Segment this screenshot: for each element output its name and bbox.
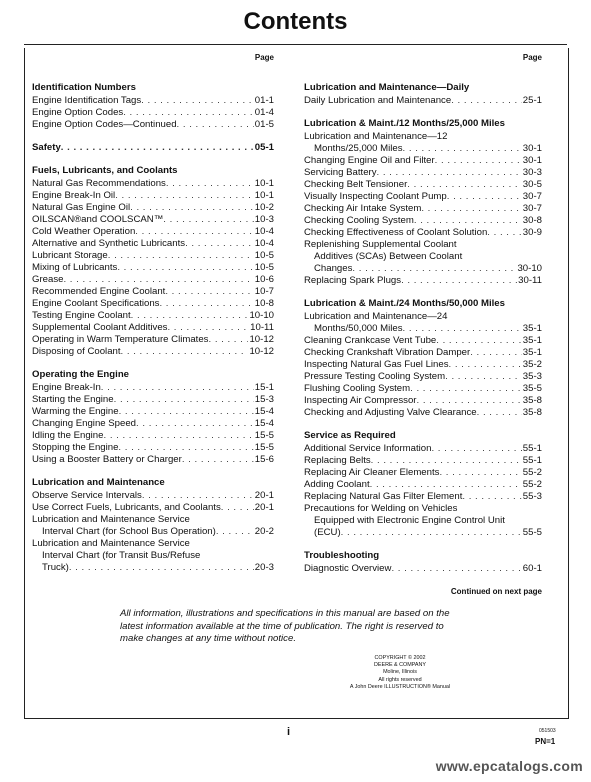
- toc-section: [32, 165, 274, 358]
- toc-entry: [32, 526, 274, 538]
- entry-page: 15-4: [254, 406, 274, 417]
- toc-section: [304, 298, 542, 419]
- toc-entry: [32, 310, 274, 322]
- entry-label: Replacing Spark Plugs: [304, 275, 402, 286]
- dot-leader: [136, 418, 254, 430]
- toc-section: [32, 82, 274, 131]
- dot-leader: [135, 226, 254, 238]
- entry-label: Recommended Engine Coolant: [32, 286, 166, 297]
- dot-leader: [370, 479, 522, 491]
- entry-line: Replenishing Supplemental Coolant: [304, 239, 457, 250]
- dot-leader: [165, 286, 253, 298]
- dot-leader: [216, 526, 254, 538]
- toc-entry: [32, 107, 274, 119]
- toc-entry: [304, 395, 542, 407]
- dot-leader: [208, 334, 248, 346]
- dot-leader: [439, 467, 521, 479]
- toc-entry: [32, 226, 274, 238]
- dot-leader: [407, 179, 522, 191]
- entry-page: 35-8: [522, 407, 542, 418]
- entry-label: Supplemental Coolant Additives: [32, 322, 168, 333]
- entry-label: Changes: [314, 263, 353, 274]
- entry-page: 20-3: [254, 562, 274, 573]
- toc-entry: [32, 322, 274, 334]
- toc-entry: [32, 238, 274, 250]
- entry-page: 10-5: [254, 250, 274, 261]
- entry-page: 35-5: [522, 383, 542, 394]
- entry-label: Engine Option Codes: [32, 107, 124, 118]
- entry-page: 30-5: [522, 179, 542, 190]
- entry-label: Replacing Natural Gas Filter Element: [304, 491, 463, 502]
- toc-entry: [304, 167, 542, 179]
- entry-label: Checking Crankshaft Vibration Damper: [304, 347, 471, 358]
- entry-page: 30-7: [522, 203, 542, 214]
- entry-page: 01-4: [254, 107, 274, 118]
- entry-label: Diagnostic Overview: [304, 563, 392, 574]
- toc-section: [304, 430, 542, 539]
- toc-section: [304, 550, 542, 575]
- toc-sections: [32, 82, 274, 574]
- dot-leader: [159, 298, 253, 310]
- dot-leader: [462, 491, 521, 503]
- section-title: Lubrication and Maintenance: [32, 477, 165, 488]
- toc-entry: [304, 491, 542, 503]
- toc-entry: [304, 467, 542, 479]
- entry-label: Natural Gas Recommendations: [32, 178, 166, 189]
- dot-leader: [447, 191, 522, 203]
- toc-entry: [32, 562, 274, 574]
- dot-leader: [470, 347, 522, 359]
- entry-label: Checking Belt Tensioner: [304, 179, 408, 190]
- entry-label: Changing Engine Speed: [32, 418, 137, 429]
- toc-entry: [32, 430, 274, 442]
- entry-page: 10-11: [250, 322, 274, 333]
- toc-entry: [32, 382, 274, 394]
- entry-label: Servicing Battery: [304, 167, 377, 178]
- dot-leader: [163, 214, 254, 226]
- dot-leader: [63, 274, 253, 286]
- section-title: Lubrication & Maint./24 Months/50,000 Miles: [304, 298, 505, 309]
- dot-leader: [131, 310, 249, 322]
- section-title: Lubrication & Maint./12 Months/25,000 Miles: [304, 118, 505, 129]
- dot-leader: [436, 335, 522, 347]
- toc-left-column: [32, 52, 274, 585]
- entry-line: Interval Chart (for Transit Bus/Refuse: [42, 550, 201, 561]
- entry-label: Testing Engine Coolant: [32, 310, 131, 321]
- entry-line: Additives (SCAs) Between Coolant: [314, 251, 463, 262]
- toc-entry: [304, 383, 542, 395]
- entry-page: 10-7: [254, 286, 274, 297]
- dot-leader: [451, 95, 522, 107]
- dot-leader: [403, 323, 522, 335]
- dot-leader: [377, 167, 522, 179]
- entry-label: Lubricant Storage: [32, 250, 108, 261]
- toc-entry: [304, 215, 542, 227]
- toc-entry: [304, 527, 542, 539]
- entry-label: Disposing of Coolant: [32, 346, 121, 357]
- entry-page: 55-5: [522, 527, 542, 538]
- section-title: Troubleshooting: [304, 550, 380, 561]
- toc-entry: [304, 371, 542, 383]
- toc-entry: [32, 442, 274, 454]
- section-title: Lubrication and Maintenance—Daily: [304, 82, 470, 93]
- dot-leader: [449, 359, 522, 371]
- entry-page: 10-8: [254, 298, 274, 309]
- dot-leader: [221, 502, 254, 514]
- entry-label: Mixing of Lubricants: [32, 262, 118, 273]
- entry-label: Checking Cooling System: [304, 215, 414, 226]
- entry-label: Inspecting Air Compressor: [304, 395, 417, 406]
- entry-page: 10-12: [249, 346, 274, 357]
- dot-leader: [487, 227, 522, 239]
- entry-label: Months/25,000 Miles: [314, 143, 403, 154]
- dot-leader: [421, 203, 521, 215]
- entry-page: 15-3: [254, 394, 274, 405]
- dot-leader: [121, 346, 249, 358]
- entry-page: 10-2: [254, 202, 274, 213]
- entry-line: Precautions for Welding on Vehicles: [304, 503, 458, 514]
- toc-section: [32, 369, 274, 466]
- entry-page: 10-4: [254, 226, 274, 237]
- entry-label: Alternative and Synthetic Lubricants: [32, 238, 186, 249]
- entry-page: 25-1: [522, 95, 542, 106]
- entry-label: Observe Service Intervals: [32, 490, 142, 501]
- page-column-label: Page: [522, 53, 542, 62]
- section-title: Operating the Engine: [32, 369, 130, 380]
- toc-entry: [32, 262, 274, 274]
- entry-label: Idling the Engine: [32, 430, 104, 441]
- entry-page: 20-2: [254, 526, 274, 537]
- entry-page: 10-4: [254, 238, 274, 249]
- dot-leader: [431, 443, 521, 455]
- entry-label: Warming the Engine: [32, 406, 119, 417]
- entry-page: 05-1: [254, 142, 274, 153]
- dot-leader: [414, 215, 522, 227]
- toc-entry: [32, 418, 274, 430]
- entry-page: 30-7: [522, 191, 542, 202]
- dot-leader: [177, 119, 254, 131]
- entry-page: 35-8: [522, 395, 542, 406]
- toc-entry: [32, 394, 274, 406]
- entry-label: Inspecting Natural Gas Fuel Lines: [304, 359, 449, 370]
- entry-page: 30-1: [522, 143, 542, 154]
- toc-entry: [32, 214, 274, 226]
- dot-leader: [182, 454, 254, 466]
- toc-entry: [304, 179, 542, 191]
- entry-page: 01-1: [254, 95, 274, 106]
- dot-leader: [141, 95, 254, 107]
- entry-page: 20-1: [254, 490, 274, 501]
- toc-right-column: [304, 52, 542, 598]
- entry-page: 01-5: [254, 119, 274, 130]
- entry-page: 15-1: [254, 382, 274, 393]
- entry-line: Lubrication and Maintenance—24: [304, 311, 448, 322]
- entry-label: Engine Coolant Specifications: [32, 298, 160, 309]
- dot-leader: [61, 142, 254, 154]
- entry-page: 10-3: [254, 214, 274, 225]
- page-column-label: Page: [254, 53, 274, 62]
- entry-page: 55-2: [522, 479, 542, 490]
- entry-label: Use Correct Fuels, Lubricants, and Coolants: [32, 502, 221, 513]
- dot-leader: [103, 430, 253, 442]
- dot-leader: [445, 371, 522, 383]
- dot-leader: [115, 190, 254, 202]
- entry-page: 10-12: [249, 334, 274, 345]
- entry-page: 15-4: [254, 418, 274, 429]
- entry-page: 60-1: [522, 563, 542, 574]
- dot-leader: [401, 275, 517, 287]
- page-title: Contents: [243, 8, 348, 35]
- entry-label: Pressure Testing Cooling System: [304, 371, 446, 382]
- entry-label: Truck): [42, 562, 69, 573]
- entry-label: Visually Inspecting Coolant Pump: [304, 191, 447, 202]
- entry-page: 10-1: [254, 178, 274, 189]
- toc-section: [32, 477, 274, 574]
- dot-leader: [341, 527, 522, 539]
- toc-entry: [32, 346, 274, 358]
- copyright-line: COPYRIGHT © 2002: [374, 655, 426, 661]
- dot-leader: [69, 562, 254, 574]
- copyright-block: [335, 655, 465, 691]
- entry-line: Lubrication and Maintenance Service: [32, 538, 190, 549]
- entry-page: 30-9: [522, 227, 542, 238]
- entry-label: Checking and Adjusting Valve Clearance: [304, 407, 477, 418]
- entry-label: Interval Chart (for School Bus Operation): [42, 526, 216, 537]
- entry-page: 10-6: [254, 274, 274, 285]
- dot-leader: [417, 395, 522, 407]
- entry-page: 15-5: [254, 442, 274, 453]
- entry-line: Lubrication and Maintenance Service: [32, 514, 190, 525]
- page-number: i: [287, 726, 291, 738]
- copyright-line: Moline, Illinois: [383, 669, 417, 676]
- toc-entry: [32, 202, 274, 214]
- entry-label: Engine Break-In: [32, 382, 101, 393]
- entry-label: Replacing Belts: [304, 455, 371, 466]
- entry-label: Months/50,000 Miles: [314, 323, 403, 334]
- entry-page: 35-1: [522, 347, 542, 358]
- dot-leader: [391, 563, 521, 575]
- toc-entry: [304, 347, 542, 359]
- entry-line: Lubrication and Maintenance—12: [304, 131, 448, 142]
- dot-leader: [371, 455, 522, 467]
- toc-entry: [304, 155, 542, 167]
- entry-label: Engine Identification Tags: [32, 95, 142, 106]
- toc-section: [304, 82, 542, 107]
- entry-page: 15-6: [254, 454, 274, 465]
- toc-entry: [32, 190, 274, 202]
- toc-entry: [32, 119, 274, 131]
- toc-entry: [304, 203, 542, 215]
- entry-page: 55-3: [522, 491, 542, 502]
- entry-page: 15-5: [254, 430, 274, 441]
- toc-entry: [304, 143, 542, 155]
- dot-leader: [101, 382, 254, 394]
- toc-entry: [304, 323, 542, 335]
- toc-entry: [32, 250, 274, 262]
- toc-section: [32, 142, 274, 154]
- toc-entry: [32, 178, 274, 190]
- section-title: Service as Required: [304, 430, 396, 441]
- entry-label: (ECU): [314, 527, 341, 538]
- toc-entry: [32, 274, 274, 286]
- entry-page: 55-1: [522, 455, 542, 466]
- entry-label: Safety: [32, 142, 61, 153]
- dot-leader: [477, 407, 522, 419]
- copyright-line: All rights reserved: [378, 676, 422, 683]
- toc-entry: [32, 454, 274, 466]
- doc-code: 051503: [539, 728, 556, 734]
- entry-label: OILSCAN®and COOLSCAN™: [32, 214, 164, 225]
- entry-label: Cleaning Crankcase Vent Tube: [304, 335, 437, 346]
- entry-label: Natural Gas Engine Oil: [32, 202, 131, 213]
- watermark: www.epcatalogs.com: [435, 758, 583, 774]
- entry-page: 10-10: [249, 310, 274, 321]
- entry-page: 55-2: [522, 467, 542, 478]
- toc-entry: [32, 490, 274, 502]
- entry-page: 30-8: [522, 215, 542, 226]
- dot-leader: [130, 202, 254, 214]
- dot-leader: [167, 322, 249, 334]
- dot-leader: [403, 143, 522, 155]
- dot-leader: [410, 383, 522, 395]
- dot-leader: [142, 490, 254, 502]
- entry-label: Engine Break-In Oil: [32, 190, 116, 201]
- entry-page: 30-10: [517, 263, 542, 274]
- entry-page: 35-1: [522, 335, 542, 346]
- entry-label: Starting the Engine: [32, 394, 114, 405]
- toc-section: [304, 118, 542, 287]
- entry-page: 35-3: [522, 371, 542, 382]
- dot-leader: [123, 107, 254, 119]
- toc-entry: [304, 95, 542, 107]
- copyright-line: DEERE & COMPANY: [373, 662, 427, 669]
- entry-label: Stopping the Engine: [32, 442, 119, 453]
- entry-page: 20-1: [254, 502, 274, 513]
- entry-label: Checking Effectiveness of Coolant Solution: [304, 227, 488, 238]
- continued-note: Continued on next page: [450, 587, 542, 596]
- section-title: Identification Numbers: [32, 82, 136, 93]
- entry-page: 35-2: [522, 359, 542, 370]
- dot-leader: [117, 262, 253, 274]
- toc-entry: [304, 407, 542, 419]
- toc-entry: [304, 227, 542, 239]
- dot-leader: [185, 238, 254, 250]
- entry-page: 10-1: [254, 190, 274, 201]
- dot-leader: [435, 155, 522, 167]
- toc-entry: [32, 298, 274, 310]
- toc-entry: [32, 286, 274, 298]
- entry-page: 55-1: [522, 443, 542, 454]
- toc-sections: [304, 82, 542, 575]
- entry-page: 10-5: [254, 262, 274, 273]
- toc-entry: [304, 359, 542, 371]
- toc-entry: [32, 95, 274, 107]
- entry-label: Flushing Cooling System: [304, 383, 411, 394]
- entry-label: Cold Weather Operation: [32, 226, 136, 237]
- entry-label: Additional Service Information: [304, 443, 432, 454]
- toc-entry: [304, 263, 542, 275]
- publication-notice: All information, illustrations and specifications in this manual are based on the latest information available at the time of publication. The right is reserved to make changes at any time without notice.: [120, 608, 450, 644]
- entry-label: Grease: [32, 274, 64, 285]
- entry-label: Daily Lubrication and Maintenance: [304, 95, 452, 106]
- dot-leader: [118, 442, 253, 454]
- toc-entry: [304, 443, 542, 455]
- dot-leader: [119, 406, 254, 418]
- toc-entry: [304, 479, 542, 491]
- toc-entry: [32, 334, 274, 346]
- entry-label: Adding Coolant: [304, 479, 370, 490]
- top-rule: [24, 44, 567, 45]
- dot-leader: [108, 250, 254, 262]
- entry-label: Operating in Warm Temperature Climates: [32, 334, 209, 345]
- dot-leader: [352, 263, 516, 275]
- entry-page: 30-3: [522, 167, 542, 178]
- entry-label: Engine Option Codes—Continued: [32, 119, 177, 130]
- entry-page: 35-1: [522, 323, 542, 334]
- toc-entry: [32, 502, 274, 514]
- pn-label: PN=1: [535, 737, 556, 746]
- copyright-line: A John Deere ILLUSTRUCTION® Manual: [349, 683, 451, 690]
- toc-entry: [304, 455, 542, 467]
- dot-leader: [114, 394, 254, 406]
- toc-entry: [304, 275, 542, 287]
- entry-page: 30-1: [522, 155, 542, 166]
- entry-label: Changing Engine Oil and Filter: [304, 155, 435, 166]
- toc-entry: [304, 335, 542, 347]
- entry-line: Equipped with Electronic Engine Control Unit: [314, 515, 505, 526]
- dot-leader: [166, 178, 254, 190]
- section-title: Fuels, Lubricants, and Coolants: [32, 165, 178, 176]
- toc-entry: [304, 563, 542, 575]
- entry-page: 30-11: [518, 275, 542, 286]
- toc-entry: [32, 142, 274, 154]
- entry-label: Checking Air Intake System: [304, 203, 422, 214]
- toc-entry: [32, 406, 274, 418]
- entry-label: Replacing Air Cleaner Elements: [304, 467, 440, 478]
- toc-entry: [304, 191, 542, 203]
- entry-label: Using a Booster Battery or Charger: [32, 454, 182, 465]
